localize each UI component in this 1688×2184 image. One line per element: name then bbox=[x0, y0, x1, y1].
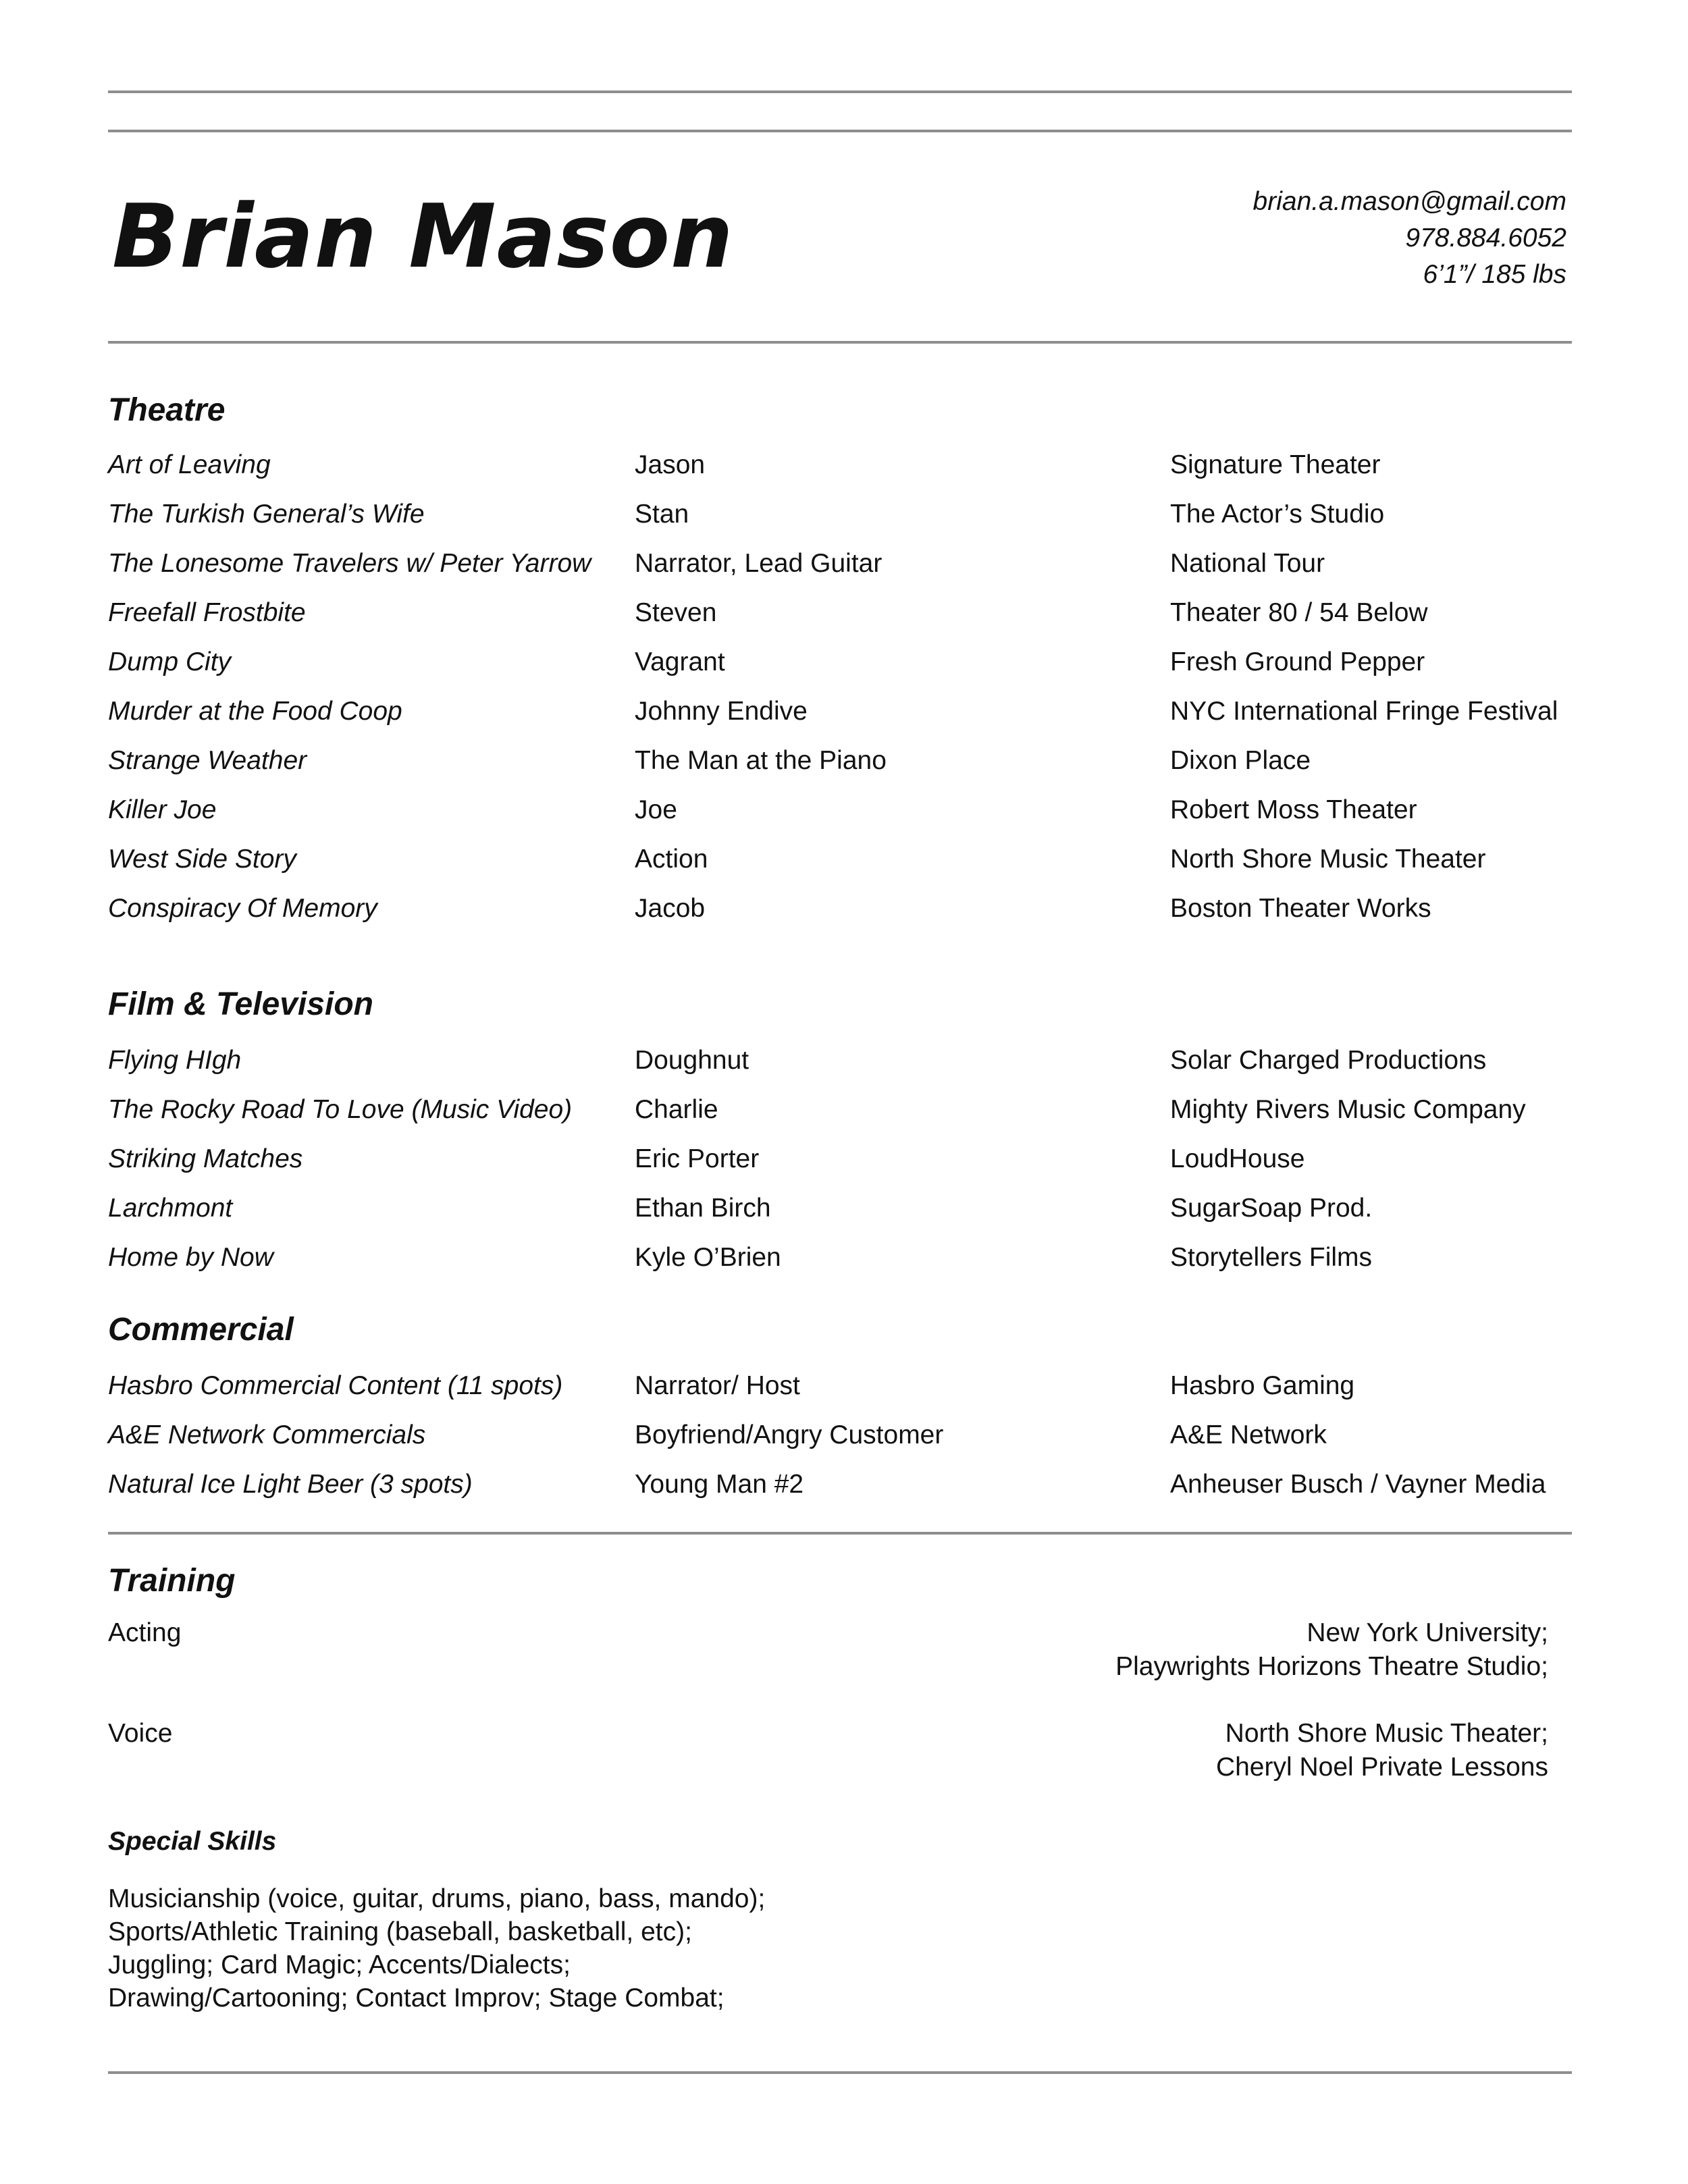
credit-venue: Anheuser Busch / Vayner Media bbox=[1170, 1470, 1546, 1499]
credit-row bbox=[108, 794, 1614, 843]
credit-title: The Lonesome Travelers w/ Peter Yarrow bbox=[108, 549, 591, 578]
training-acting-label: Acting bbox=[108, 1618, 182, 1647]
skill-line: Musicianship (voice, guitar, drums, piano, bass, mando); bbox=[108, 1884, 766, 1913]
credit-row bbox=[108, 1192, 1614, 1242]
credit-row bbox=[108, 1468, 1614, 1518]
theatre-credits bbox=[108, 449, 1614, 942]
special-skills-list bbox=[108, 1882, 765, 2015]
credit-role: Ethan Birch bbox=[635, 1194, 771, 1223]
top-rule-second bbox=[108, 130, 1572, 132]
contact-block bbox=[1253, 184, 1566, 293]
credit-venue: Boston Theater Works bbox=[1170, 894, 1431, 923]
credit-role: Joe bbox=[635, 795, 677, 824]
credit-title: Natural Ice Light Beer (3 spots) bbox=[108, 1470, 473, 1499]
training-divider bbox=[108, 1532, 1572, 1535]
credit-title: Freefall Frostbite bbox=[108, 598, 306, 627]
training-line: North Shore Music Theater; bbox=[1225, 1719, 1548, 1748]
credit-venue: Theater 80 / 54 Below bbox=[1170, 598, 1428, 627]
credit-role: Boyfriend/Angry Customer bbox=[635, 1420, 944, 1449]
credit-role: Charlie bbox=[635, 1095, 718, 1124]
theatre-heading: Theatre bbox=[108, 392, 226, 428]
credit-role: Action bbox=[635, 845, 708, 874]
credit-venue: National Tour bbox=[1170, 549, 1325, 578]
credit-title: The Rocky Road To Love (Music Video) bbox=[108, 1095, 573, 1124]
credit-row bbox=[108, 745, 1614, 794]
credit-title: Larchmont bbox=[108, 1194, 233, 1223]
credit-venue: LoudHouse bbox=[1170, 1144, 1305, 1173]
credit-venue: Dixon Place bbox=[1170, 746, 1311, 775]
credit-role: Jason bbox=[635, 450, 706, 479]
credit-venue: NYC International Fringe Festival bbox=[1170, 697, 1558, 726]
credit-title: Conspiracy Of Memory bbox=[108, 894, 377, 923]
credit-row bbox=[108, 1044, 1614, 1094]
credit-row bbox=[108, 548, 1614, 597]
credit-row bbox=[108, 646, 1614, 695]
credit-title: Killer Joe bbox=[108, 795, 217, 824]
credit-venue: SugarSoap Prod. bbox=[1170, 1194, 1373, 1223]
credit-venue: Storytellers Films bbox=[1170, 1243, 1373, 1272]
skill-line: Sports/Athletic Training (baseball, basketball, etc); bbox=[108, 1917, 692, 1946]
training-heading: Training bbox=[108, 1563, 236, 1599]
credit-venue: Solar Charged Productions bbox=[1170, 1046, 1487, 1075]
credit-venue: Fresh Ground Pepper bbox=[1170, 647, 1425, 676]
credit-role: Stan bbox=[635, 500, 689, 529]
credit-title: West Side Story bbox=[108, 845, 296, 874]
top-rule bbox=[108, 90, 1572, 93]
skill-line: Juggling; Card Magic; Accents/Dialects; bbox=[108, 1950, 571, 1979]
credit-title: Flying HIgh bbox=[108, 1046, 242, 1075]
credit-row bbox=[108, 893, 1614, 942]
credit-venue: The Actor’s Studio bbox=[1170, 500, 1385, 529]
phone-number: 978.884.6052 bbox=[1405, 223, 1566, 252]
training-line: Cheryl Noel Private Lessons bbox=[1215, 1753, 1548, 1782]
credit-title: Dump City bbox=[108, 647, 232, 676]
credit-venue: North Shore Music Theater bbox=[1170, 845, 1486, 874]
credit-role: Johnny Endive bbox=[635, 697, 808, 726]
training-line: New York University; bbox=[1307, 1618, 1548, 1647]
credit-title: Hasbro Commercial Content (11 spots) bbox=[108, 1371, 563, 1400]
credit-row bbox=[108, 1419, 1614, 1468]
credit-title: Striking Matches bbox=[108, 1144, 303, 1173]
credit-row bbox=[108, 449, 1614, 498]
credit-title: Strange Weather bbox=[108, 746, 307, 775]
film-credits bbox=[108, 1044, 1614, 1291]
credit-venue: Signature Theater bbox=[1170, 450, 1381, 479]
film-television-heading: Film & Television bbox=[108, 986, 373, 1022]
special-skills-heading: Special Skills bbox=[108, 1827, 277, 1856]
skill-line: Drawing/Cartooning; Contact Improv; Stage Combat; bbox=[108, 1983, 724, 2013]
credit-role: Young Man #2 bbox=[635, 1470, 804, 1499]
credit-row bbox=[108, 1143, 1614, 1192]
credit-row bbox=[108, 695, 1614, 745]
credit-venue: Hasbro Gaming bbox=[1170, 1371, 1355, 1400]
credit-row bbox=[108, 1370, 1614, 1419]
actor-name: Brian Mason bbox=[112, 185, 734, 288]
commercial-heading: Commercial bbox=[108, 1312, 294, 1348]
credit-row bbox=[108, 1242, 1614, 1291]
email-link[interactable]: brian.a.mason@gmail.com bbox=[1252, 187, 1566, 216]
height-weight: 6’1”/ 185 lbs bbox=[1423, 260, 1566, 289]
credit-role: Kyle O’Brien bbox=[635, 1243, 781, 1272]
training-voice-schools bbox=[1216, 1717, 1548, 1784]
credit-row bbox=[108, 1094, 1614, 1143]
credit-role: The Man at the Piano bbox=[635, 746, 887, 775]
training-line: Playwrights Horizons Theatre Studio; bbox=[1115, 1652, 1548, 1681]
credit-role: Doughnut bbox=[635, 1046, 749, 1075]
credit-venue: Robert Moss Theater bbox=[1170, 795, 1417, 824]
credit-title: The Turkish General’s Wife bbox=[108, 500, 425, 529]
credit-title: Home by Now bbox=[108, 1243, 273, 1272]
header-divider bbox=[108, 341, 1572, 344]
credit-role: Steven bbox=[635, 598, 717, 627]
credit-role: Eric Porter bbox=[635, 1144, 760, 1173]
credit-title: Murder at the Food Coop bbox=[108, 697, 402, 726]
credit-role: Narrator/ Host bbox=[635, 1371, 800, 1400]
credit-role: Vagrant bbox=[635, 647, 725, 676]
training-acting-schools bbox=[1115, 1616, 1548, 1684]
training-voice-label: Voice bbox=[108, 1719, 173, 1748]
credit-title: Art of Leaving bbox=[108, 450, 271, 479]
credit-role: Narrator, Lead Guitar bbox=[635, 549, 882, 578]
commercial-credits bbox=[108, 1370, 1614, 1518]
credit-row bbox=[108, 498, 1614, 548]
bottom-rule bbox=[108, 2071, 1572, 2074]
credit-row bbox=[108, 843, 1614, 893]
credit-title: A&E Network Commercials bbox=[108, 1420, 426, 1449]
credit-venue: A&E Network bbox=[1170, 1420, 1327, 1449]
credit-row bbox=[108, 597, 1614, 646]
credit-role: Jacob bbox=[635, 894, 706, 923]
credit-venue: Mighty Rivers Music Company bbox=[1170, 1095, 1526, 1124]
